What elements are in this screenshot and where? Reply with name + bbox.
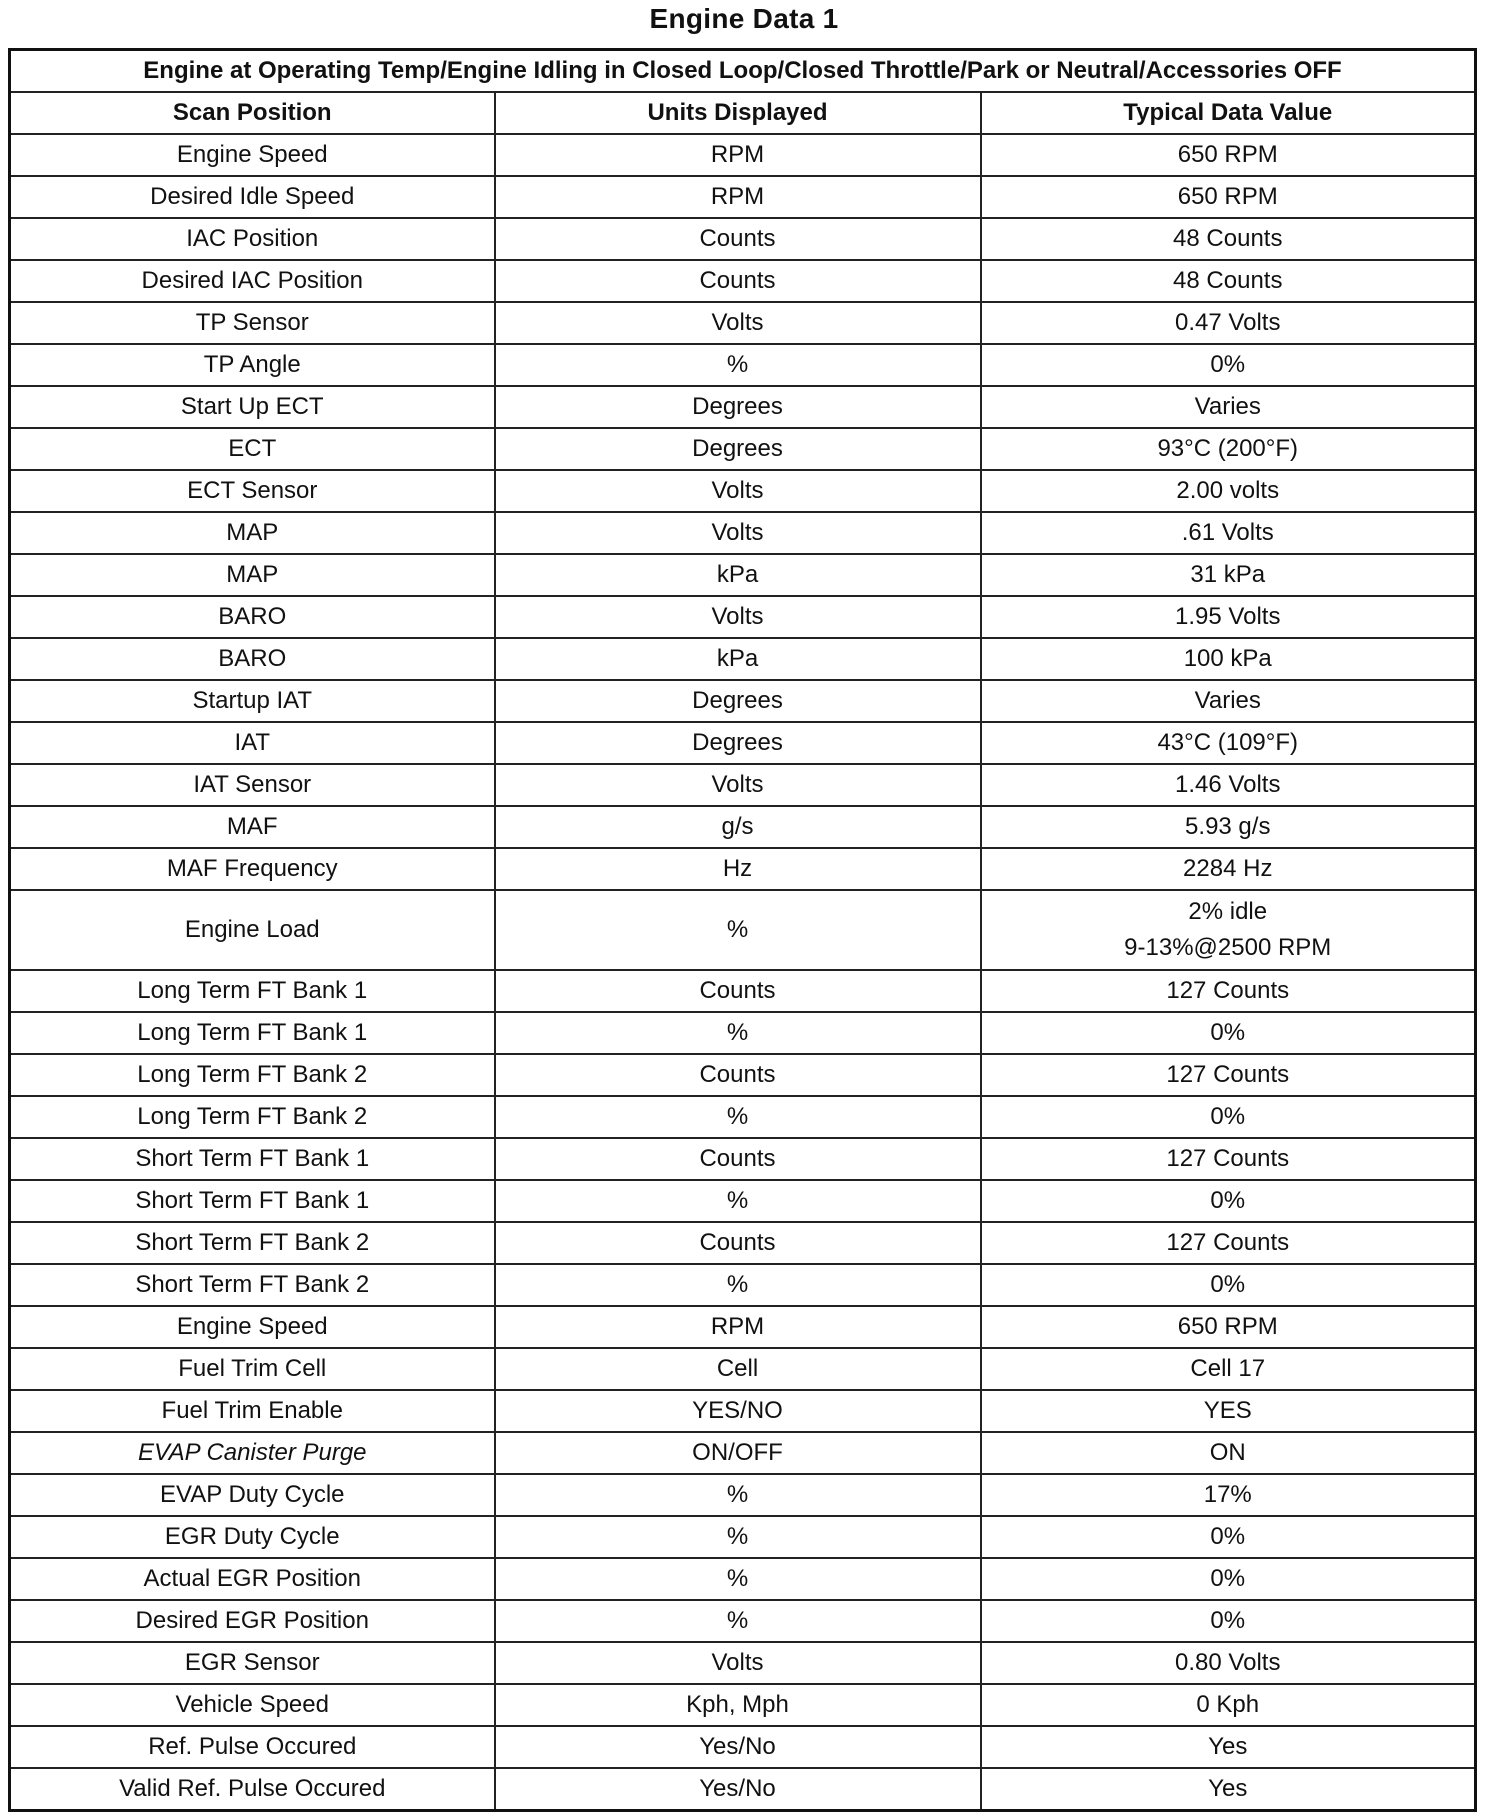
condition-row [10, 50, 1476, 93]
typical-value-line: 2% idle [1188, 898, 1268, 925]
units-cell: Counts [495, 1054, 981, 1096]
scan-position-cell: Long Term FT Bank 1 [10, 1012, 495, 1054]
scan-position-cell: EGR Sensor [10, 1642, 495, 1684]
typical-value-cell: .61 Volts [981, 512, 1476, 554]
typical-value-cell: 0.80 Volts [981, 1642, 1476, 1684]
table-row [10, 1600, 1476, 1642]
scan-position-cell: Desired Idle Speed [10, 176, 495, 218]
table-row [10, 970, 1476, 1012]
typical-value-cell: Yes [981, 1768, 1476, 1811]
units-cell: Kph, Mph [495, 1684, 981, 1726]
typical-value-cell: 2.00 volts [981, 470, 1476, 512]
typical-value-line: 9-13%@2500 RPM [1124, 934, 1332, 961]
units-cell: Volts [495, 512, 981, 554]
typical-value-cell: Cell 17 [981, 1348, 1476, 1390]
typical-value-cell: 650 RPM [981, 134, 1476, 176]
typical-value-cell: 127 Counts [981, 970, 1476, 1012]
typical-value-cell: 0% [981, 1180, 1476, 1222]
scan-position-cell: Fuel Trim Cell [10, 1348, 495, 1390]
typical-value-cell: 0 Kph [981, 1684, 1476, 1726]
table-row [10, 1558, 1476, 1600]
units-cell: Volts [495, 1642, 981, 1684]
condition-header: Engine at Operating Temp/Engine Idling in Closed Loop/Closed Throttle/Park or Neutral/Accessories OFF [10, 50, 1476, 93]
typical-value-cell: 48 Counts [981, 260, 1476, 302]
engine-data-table [8, 48, 1477, 1812]
table-row [10, 680, 1476, 722]
typical-value-cell: 0% [981, 1600, 1476, 1642]
typical-value-cell: ON [981, 1432, 1476, 1474]
scan-position-cell: EVAP Duty Cycle [10, 1474, 495, 1516]
units-cell: Cell [495, 1348, 981, 1390]
table-row [10, 428, 1476, 470]
column-header-scan-position: Scan Position [10, 92, 495, 134]
scan-position-cell: TP Sensor [10, 302, 495, 344]
table-row [10, 344, 1476, 386]
scan-position-cell: Long Term FT Bank 2 [10, 1096, 495, 1138]
typical-value-cell: 0% [981, 1096, 1476, 1138]
table-row [10, 1684, 1476, 1726]
typical-value-cell: 43°C (109°F) [981, 722, 1476, 764]
table-row [10, 1306, 1476, 1348]
table-row [10, 1516, 1476, 1558]
typical-value-cell: 650 RPM [981, 1306, 1476, 1348]
units-cell: Counts [495, 970, 981, 1012]
table-row [10, 890, 1476, 970]
units-cell: % [495, 344, 981, 386]
table-row [10, 1264, 1476, 1306]
units-cell: % [495, 1180, 981, 1222]
units-cell: Volts [495, 470, 981, 512]
units-cell: % [495, 1558, 981, 1600]
units-cell: Counts [495, 218, 981, 260]
typical-value-cell: 1.46 Volts [981, 764, 1476, 806]
typical-value-cell [981, 890, 1476, 970]
scan-position-cell: Engine Speed [10, 134, 495, 176]
typical-value-cell: 127 Counts [981, 1054, 1476, 1096]
table-row [10, 554, 1476, 596]
table-row [10, 1348, 1476, 1390]
units-cell: Counts [495, 1138, 981, 1180]
table-row [10, 470, 1476, 512]
units-cell: % [495, 1516, 981, 1558]
scan-position-cell: BARO [10, 638, 495, 680]
scan-position-cell: IAT [10, 722, 495, 764]
table-row [10, 386, 1476, 428]
typical-value-cell: 48 Counts [981, 218, 1476, 260]
typical-value-cell: 17% [981, 1474, 1476, 1516]
typical-value-cell: 0% [981, 1558, 1476, 1600]
typical-value-cell: Varies [981, 386, 1476, 428]
scan-position-cell: MAF Frequency [10, 848, 495, 890]
scan-position-cell: Long Term FT Bank 2 [10, 1054, 495, 1096]
table-row [10, 1180, 1476, 1222]
units-cell: Counts [495, 260, 981, 302]
scan-position-cell: ECT [10, 428, 495, 470]
scan-position-cell: Ref. Pulse Occured [10, 1726, 495, 1768]
units-cell: % [495, 1600, 981, 1642]
scan-position-cell: Short Term FT Bank 2 [10, 1222, 495, 1264]
units-cell: Volts [495, 764, 981, 806]
scan-position-cell: Short Term FT Bank 1 [10, 1138, 495, 1180]
typical-value-cell: 2284 Hz [981, 848, 1476, 890]
typical-value-cell: 0% [981, 1264, 1476, 1306]
typical-value-cell: 0% [981, 344, 1476, 386]
scan-position-cell: Short Term FT Bank 2 [10, 1264, 495, 1306]
table-row [10, 260, 1476, 302]
scan-position-cell: ECT Sensor [10, 470, 495, 512]
table-row [10, 1012, 1476, 1054]
scan-position-cell: Engine Load [10, 890, 495, 970]
table-row [10, 1768, 1476, 1811]
table-row [10, 1642, 1476, 1684]
table-row [10, 596, 1476, 638]
units-cell: % [495, 1474, 981, 1516]
table-row [10, 218, 1476, 260]
typical-value-cell: 0% [981, 1012, 1476, 1054]
units-cell: kPa [495, 638, 981, 680]
scan-position-cell: Startup IAT [10, 680, 495, 722]
typical-value-cell: 31 kPa [981, 554, 1476, 596]
column-header-units-displayed: Units Displayed [495, 92, 981, 134]
scan-position-cell: Desired EGR Position [10, 1600, 495, 1642]
table-row [10, 302, 1476, 344]
table-row [10, 134, 1476, 176]
table-row [10, 1222, 1476, 1264]
typical-value-cell: 127 Counts [981, 1138, 1476, 1180]
typical-value-cell: 0% [981, 1516, 1476, 1558]
scan-position-cell: EGR Duty Cycle [10, 1516, 495, 1558]
units-cell: RPM [495, 176, 981, 218]
typical-value-cell: 0.47 Volts [981, 302, 1476, 344]
table-row [10, 512, 1476, 554]
table-row [10, 1432, 1476, 1474]
table-row [10, 1474, 1476, 1516]
table-row [10, 848, 1476, 890]
typical-value-cell: 100 kPa [981, 638, 1476, 680]
table-row [10, 638, 1476, 680]
units-cell: ON/OFF [495, 1432, 981, 1474]
units-cell: Yes/No [495, 1768, 981, 1811]
units-cell: Hz [495, 848, 981, 890]
units-cell: Volts [495, 596, 981, 638]
units-cell: Volts [495, 302, 981, 344]
column-header-typical-data-value: Typical Data Value [981, 92, 1476, 134]
typical-value-cell: 5.93 g/s [981, 806, 1476, 848]
units-cell: % [495, 1264, 981, 1306]
units-cell: kPa [495, 554, 981, 596]
table-row [10, 722, 1476, 764]
scan-position-cell: MAF [10, 806, 495, 848]
units-cell: YES/NO [495, 1390, 981, 1432]
typical-value-cell: 650 RPM [981, 176, 1476, 218]
scan-position-cell: TP Angle [10, 344, 495, 386]
scan-position-cell: BARO [10, 596, 495, 638]
units-cell: RPM [495, 134, 981, 176]
scan-position-cell: EVAP Canister Purge [10, 1432, 495, 1474]
scan-position-cell: Start Up ECT [10, 386, 495, 428]
typical-value-cell: 93°C (200°F) [981, 428, 1476, 470]
units-cell: Yes/No [495, 1726, 981, 1768]
scan-position-cell: Short Term FT Bank 1 [10, 1180, 495, 1222]
units-cell: Counts [495, 1222, 981, 1264]
units-cell: % [495, 1096, 981, 1138]
typical-value-cell: Varies [981, 680, 1476, 722]
scan-position-cell: MAP [10, 512, 495, 554]
typical-value-cell: 127 Counts [981, 1222, 1476, 1264]
units-cell: RPM [495, 1306, 981, 1348]
page-title: Engine Data 1 [649, 3, 839, 34]
table-row [10, 1138, 1476, 1180]
typical-value-cell: 1.95 Volts [981, 596, 1476, 638]
table-row [10, 1054, 1476, 1096]
typical-value-cell: Yes [981, 1726, 1476, 1768]
scan-position-cell: Desired IAC Position [10, 260, 495, 302]
scan-position-cell: IAT Sensor [10, 764, 495, 806]
scan-position-cell: Fuel Trim Enable [10, 1390, 495, 1432]
units-cell: Degrees [495, 722, 981, 764]
scan-position-cell: Vehicle Speed [10, 1684, 495, 1726]
units-cell: Degrees [495, 386, 981, 428]
units-cell: % [495, 1012, 981, 1054]
table-row [10, 1096, 1476, 1138]
scan-position-cell: Valid Ref. Pulse Occured [10, 1768, 495, 1811]
scan-position-cell: Long Term FT Bank 1 [10, 970, 495, 1012]
column-header-row [10, 92, 1476, 134]
scan-position-cell: IAC Position [10, 218, 495, 260]
table-row [10, 1390, 1476, 1432]
table-row [10, 806, 1476, 848]
scan-position-cell: MAP [10, 554, 495, 596]
units-cell: g/s [495, 806, 981, 848]
scan-position-cell: Actual EGR Position [10, 1558, 495, 1600]
table-row [10, 1726, 1476, 1768]
units-cell: Degrees [495, 428, 981, 470]
scan-position-cell: Engine Speed [10, 1306, 495, 1348]
table-row [10, 176, 1476, 218]
table-row [10, 764, 1476, 806]
units-cell: Degrees [495, 680, 981, 722]
typical-value-cell: YES [981, 1390, 1476, 1432]
units-cell: % [495, 890, 981, 970]
